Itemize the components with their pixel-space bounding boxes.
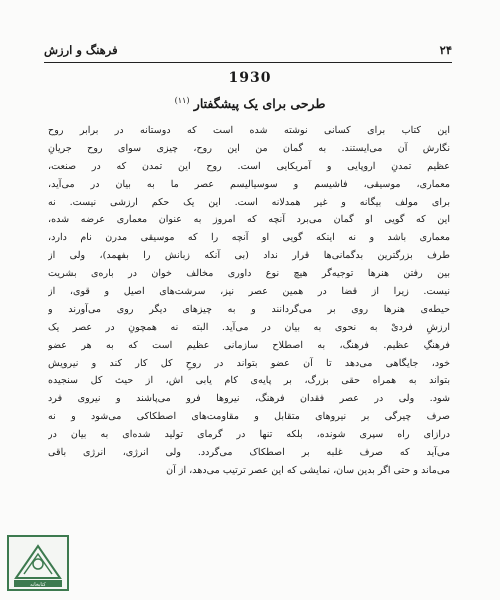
text-line: این کتاب برای کسانی نوشته شده است که دوستانه در برابر روح <box>48 125 450 136</box>
text-line: بتواند به همراه حقی بزرگ، بر پایه‌ی کام یابی اش، از حیث کل سنجیده <box>48 375 450 387</box>
text-line: بین رفتن هنرها توجیه‌گر هیچ نوع داوری مخالف خوان در باره‌ی بشریت <box>48 268 450 280</box>
text-line: حیطه‌ی هنرها روی بر می‌گردانند و به چیزهای دیگر روی می‌آورند و <box>48 303 450 315</box>
body-text <box>48 122 450 480</box>
text-line: این که گویی او گمان می‌برد آنچه که امروز به عنوان معماری عرضه شده، <box>48 214 450 226</box>
footnote-reference: (۱۱) <box>174 96 190 105</box>
section-title <box>0 96 500 111</box>
header-rule <box>44 62 452 63</box>
text-line: می‌ماند و حتی اگر بدین سان، نمایشی که این عصر ترتیب می‌دهد، از آن <box>166 464 450 476</box>
running-title: فرهنگ و ارزش <box>44 43 118 57</box>
section-year: 1930 <box>228 70 272 86</box>
text-line: می‌آید که صرف غلبه بر اصطکاک می‌گردد. ولی انرژی، انرژی باقی <box>48 447 450 459</box>
section-title-text: طرحی برای یک پیشگفتار <box>193 96 326 112</box>
library-stamp-icon <box>6 534 70 592</box>
text-line: درازای راه سپری شونده، بلکه تنها در گرمای تولید شده‌ای به بیان در <box>48 429 450 441</box>
text-line: معماری باشد و نه اینکه گویی او آنچه را که موسیقی مدرن نام دارد، <box>48 232 450 244</box>
text-line: فرهنگِ عظیم. فرهنگ، به اصطلاح سازمانی عظیم است که به هر عضو <box>48 339 450 351</box>
text-line: نیست. زیرا از قضا در همین عصر نیز، سرشت‌های اصیل و قوی، از <box>48 286 450 298</box>
text-line: معماری، موسیقی، فاشیسم و سوسیالیسم عصر ما به بیان در می‌آید، <box>48 178 450 190</box>
text-line: برای مولف بیگانه و غیر همدلانه است. این یک حکم ارزشی نیست. نه <box>48 196 450 208</box>
page-number: ۲۴ <box>439 43 452 57</box>
text-line: نگارش آن می‌ایستند. به گمان من این روح، چیزی سوای روح جریانِ <box>48 142 450 154</box>
text-line: شود. ولی در عصر فقدان فرهنگ، نیروها فرو می‌پاشند و نیروی فرد <box>48 393 450 405</box>
text-line: عظیم تمدنِ اروپایی و آمریکایی است. روح این تمدن که در صنعت، <box>48 160 450 172</box>
text-line: طرف بزرگترین بدگمانی‌ها قرار نداد (بی آنکه زبانش را بفهمد)، ولی از <box>48 250 450 262</box>
text-line: ارزشِ فردیْ به نحوی به بیان در می‌آید. البته نه همچونِ در عصر یک <box>48 321 450 333</box>
stamp-label: کتابخانه <box>30 582 46 588</box>
text-line: صرف چیرگی بر نیروهای متقابل و مقاومت‌های اصطکاکی می‌شود و نه <box>48 411 450 423</box>
text-line: خود، جایگاهی می‌دهد تا آن عضو بتواند در روحِ کل کار کند و نیرویش <box>48 357 450 369</box>
running-header <box>44 42 452 58</box>
